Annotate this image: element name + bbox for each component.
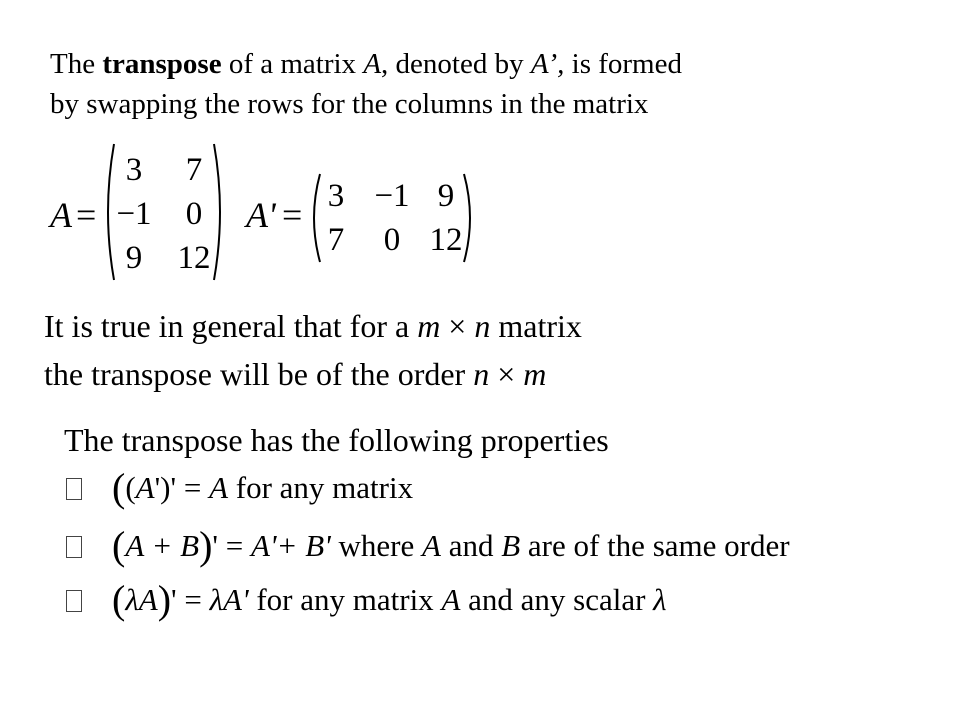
symbol-m: m bbox=[523, 356, 547, 392]
symbol-n: n bbox=[473, 356, 490, 392]
matrix-a-prime-cell: 9 bbox=[437, 178, 455, 214]
matrix-a bbox=[100, 142, 228, 282]
property-text: are of the same order bbox=[520, 528, 790, 563]
paren-open: ( bbox=[125, 470, 136, 505]
matrix-a-cell: 9 bbox=[125, 240, 143, 276]
sum-expression: A + B bbox=[125, 528, 200, 563]
symbol-a: A bbox=[135, 470, 155, 505]
paren-open: ( bbox=[112, 523, 126, 568]
intro-text: of a matrix bbox=[221, 48, 364, 80]
times-sign: × bbox=[489, 356, 524, 392]
matrix-a-cell: 7 bbox=[185, 152, 203, 188]
symbol-a: A bbox=[422, 528, 441, 563]
symbol-n: n bbox=[474, 308, 491, 344]
intro-text: The bbox=[50, 48, 103, 80]
property-text: and bbox=[440, 528, 502, 563]
symbol-m: m bbox=[417, 308, 441, 344]
symbol-b: B bbox=[501, 528, 521, 563]
property-1 bbox=[112, 465, 414, 510]
bullet-box-icon bbox=[66, 478, 82, 500]
general-text: It is true in general that for a bbox=[44, 308, 418, 344]
prime-equals: ' = bbox=[170, 470, 210, 505]
property-text: for any matrix bbox=[228, 470, 414, 505]
paren-open: ( bbox=[112, 577, 126, 622]
matrix-a-prime-cell: −1 bbox=[374, 178, 410, 214]
property-text: and any scalar bbox=[460, 582, 654, 617]
matrix-a-prime-cell: 0 bbox=[383, 222, 401, 258]
property-3 bbox=[112, 577, 667, 622]
general-statement-line-1 bbox=[44, 306, 582, 346]
property-text: for any matrix bbox=[248, 582, 442, 617]
sum-transpose-expression: A'+ B' bbox=[250, 528, 331, 563]
paren-close: ) bbox=[157, 577, 172, 622]
prime-equals: ' = bbox=[171, 582, 210, 617]
properties-heading: The transpose has the following properties bbox=[64, 422, 609, 458]
symbol-a: A bbox=[209, 470, 229, 505]
intro-keyword-transpose: transpose bbox=[102, 48, 222, 80]
symbol-a: A bbox=[441, 582, 461, 617]
prime-paren-close: ') bbox=[154, 470, 171, 505]
scalar-transpose-expression: λA' bbox=[209, 582, 249, 617]
matrix-a-cell: 12 bbox=[177, 240, 211, 276]
matrix-a-prime-cell: 7 bbox=[327, 222, 345, 258]
matrix-a-equals: = bbox=[76, 195, 97, 235]
matrix-a-prime-cell: 3 bbox=[327, 178, 345, 214]
matrix-a-cell: −1 bbox=[116, 196, 152, 232]
general-text: the transpose will be of the order bbox=[44, 356, 474, 392]
bullet-box-icon bbox=[66, 590, 82, 612]
property-2 bbox=[112, 523, 790, 568]
property-text: where bbox=[330, 528, 423, 563]
paren-open: ( bbox=[112, 465, 126, 510]
paren-close: ) bbox=[199, 523, 213, 568]
intro-symbol-a-prime: A’, bbox=[530, 48, 565, 80]
intro-line-2: by swapping the rows for the columns in the matrix bbox=[50, 88, 649, 120]
scalar-expression: λA bbox=[125, 582, 158, 617]
matrix-a-cell: 3 bbox=[125, 152, 143, 188]
intro-text: is formed bbox=[564, 48, 682, 80]
intro-paragraph bbox=[50, 44, 682, 124]
intro-line-1 bbox=[50, 44, 682, 84]
intro-symbol-a: A bbox=[363, 48, 382, 80]
bullet-box-icon bbox=[66, 536, 82, 558]
symbol-lambda: λ bbox=[653, 582, 667, 617]
general-statement-line-2 bbox=[44, 354, 546, 394]
intro-text: , denoted by bbox=[381, 48, 531, 80]
times-sign: × bbox=[440, 308, 475, 344]
matrix-a-prime bbox=[306, 172, 478, 264]
matrix-a-prime-label: A' bbox=[246, 195, 276, 235]
matrix-a-prime-equals: = bbox=[282, 195, 303, 235]
matrix-a-prime-cell: 12 bbox=[429, 222, 463, 258]
matrix-a-label: A bbox=[50, 195, 72, 235]
general-text: matrix bbox=[490, 308, 582, 344]
matrix-a-cell: 0 bbox=[185, 196, 203, 232]
prime-equals: ' = bbox=[212, 528, 251, 563]
